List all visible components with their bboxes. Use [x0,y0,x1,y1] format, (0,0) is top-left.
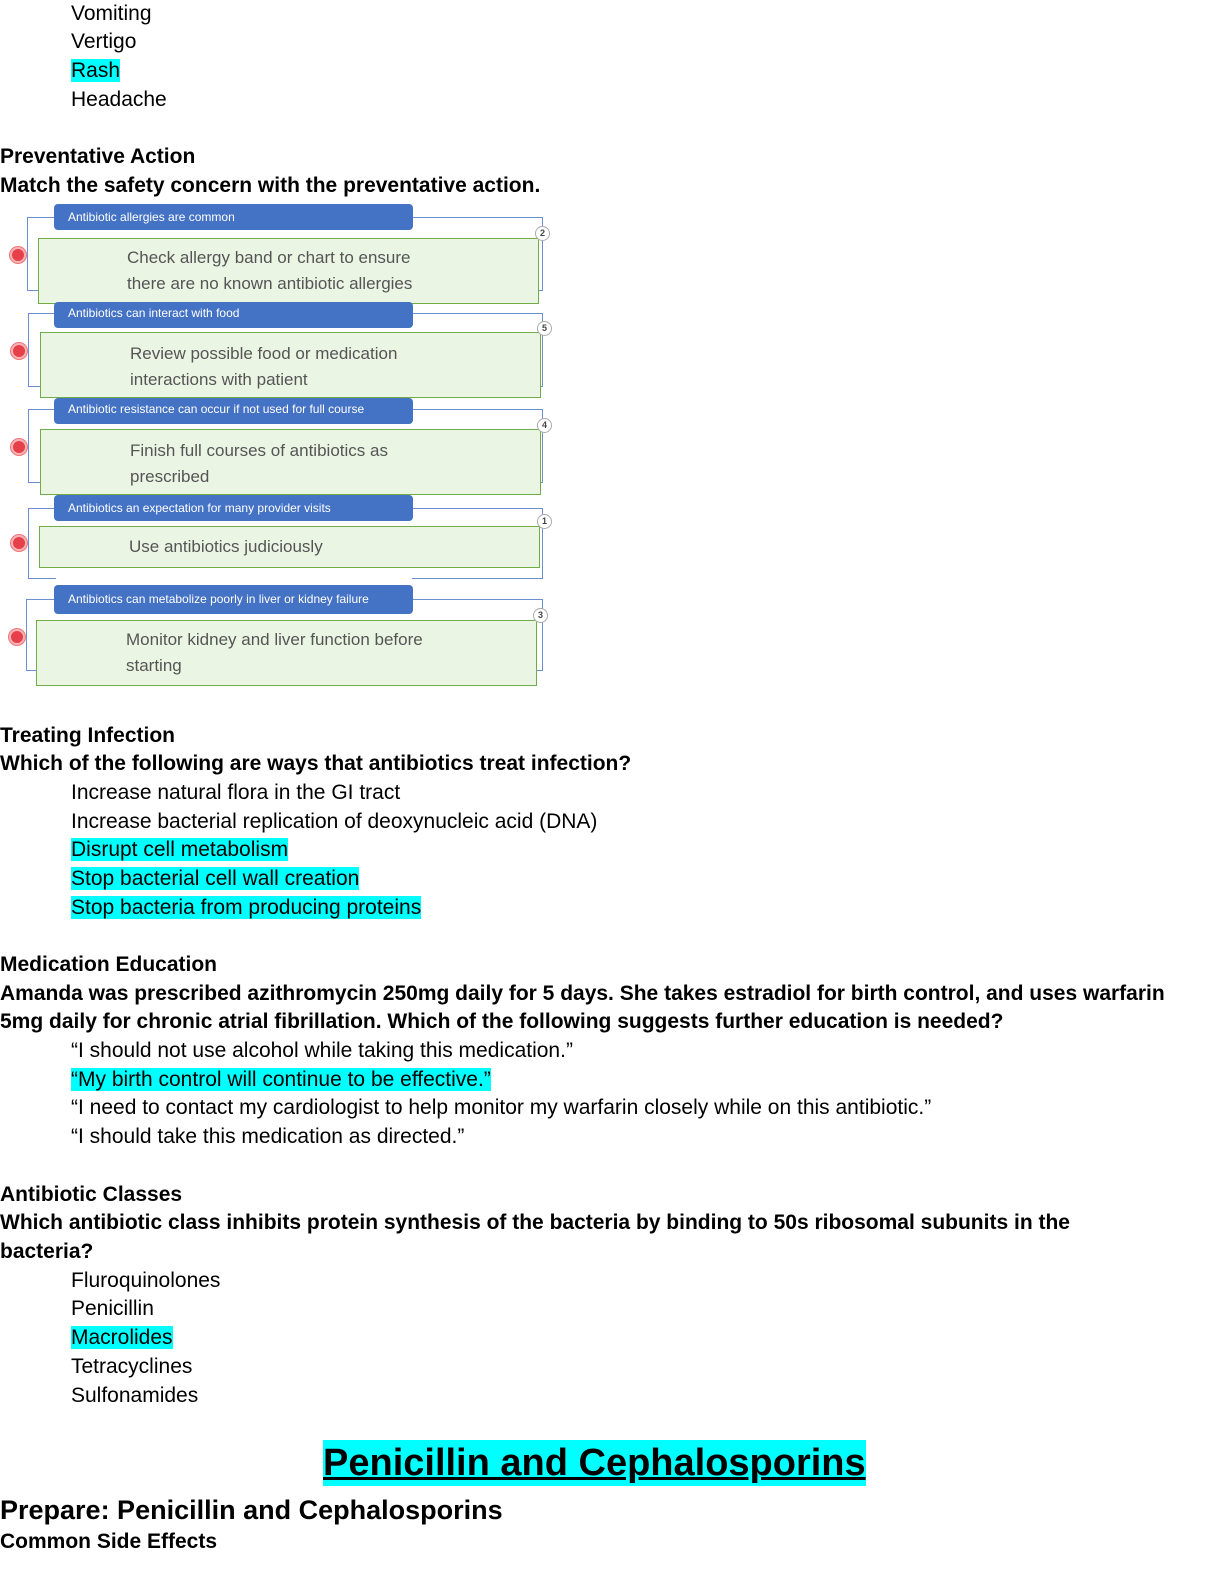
prepare-heading: Prepare: Penicillin and Cephalosporins [0,1495,503,1525]
education-question-line1: Amanda was prescribed azithromycin 250mg daily for 5 days. She takes estradiol for birth control, and uses warfarin [0,982,1165,1005]
classes-option: Tetracyclines [71,1355,193,1378]
classes-option: Penicillin [71,1297,154,1320]
action-box[interactable]: Check allergy band or chart to ensure there are no known antibiotic allergies [38,238,539,304]
action-box[interactable]: Monitor kidney and liver function before starting [36,620,537,686]
match-handle-icon[interactable] [9,629,25,645]
classes-question-line1: Which antibiotic class inhibits protein synthesis of the bacteria by binding to 50s ribosomal subunits in the [0,1211,1070,1234]
match-diagram [0,200,560,690]
match-handle-icon[interactable] [11,343,27,359]
order-badge: 4 [537,418,552,433]
action-box[interactable]: Review possible food or medication interactions with patient [40,332,541,398]
match-handle-icon[interactable] [11,535,27,551]
order-badge: 1 [537,514,552,529]
order-badge: 5 [537,321,552,336]
section-title: Penicillin and Cephalosporins [323,1442,866,1484]
concern-tag[interactable]: Antibiotics an expectation for many provider visits [54,495,413,521]
preventative-heading: Preventative Action [0,145,196,168]
treating-option: Increase natural flora in the GI tract [71,781,401,804]
preventative-question: Match the safety concern with the preventative action. [0,174,541,197]
action-box[interactable]: Use antibiotics judiciously [39,526,540,568]
classes-heading: Antibiotic Classes [0,1183,183,1206]
order-badge: 2 [535,226,550,241]
order-badge: 3 [533,608,548,623]
treating-option: Disrupt cell metabolism [71,838,289,861]
action-box[interactable]: Finish full courses of antibiotics as prescribed [40,429,541,495]
option-headache: Headache [71,88,167,111]
treating-option: Stop bacterial cell wall creation [71,867,360,890]
education-option: “I should not use alcohol while taking this medication.” [71,1039,573,1062]
match-handle-icon[interactable] [11,439,27,455]
education-option: “I need to contact my cardiologist to help monitor my warfarin closely while on this antibiotic.” [71,1096,932,1119]
treating-question: Which of the following are ways that antibiotics treat infection? [0,752,632,775]
concern-tag[interactable]: Antibiotic resistance can occur if not used for full course [54,398,413,424]
classes-question-line2: bacteria? [0,1240,94,1263]
classes-option: Sulfonamides [71,1384,199,1407]
treating-option: Stop bacteria from producing proteins [71,896,422,919]
match-handle-icon[interactable] [10,247,26,263]
classes-option: Macrolides [71,1326,173,1349]
education-question-line2: 5mg daily for chronic atrial fibrillation. Which of the following suggests further education is needed? [0,1010,1004,1033]
education-option: “I should take this medication as directed.” [71,1125,465,1148]
option-rash: Rash [71,59,121,82]
education-heading: Medication Education [0,953,218,976]
concern-tag[interactable]: Antibiotics can interact with food [54,302,413,328]
treating-heading: Treating Infection [0,724,176,747]
concern-tag[interactable]: Antibiotic allergies are common [54,204,413,230]
classes-option: Fluroquinolones [71,1269,221,1292]
option-vomiting: Vomiting [71,2,152,25]
common-side-effects-heading: Common Side Effects [0,1530,218,1553]
concern-tag[interactable]: Antibiotics can metabolize poorly in liver or kidney failure [54,585,413,614]
treating-option: Increase bacterial replication of deoxynucleic acid (DNA) [71,810,598,833]
option-vertigo: Vertigo [71,30,137,53]
education-option: “My birth control will continue to be effective.” [71,1068,491,1091]
